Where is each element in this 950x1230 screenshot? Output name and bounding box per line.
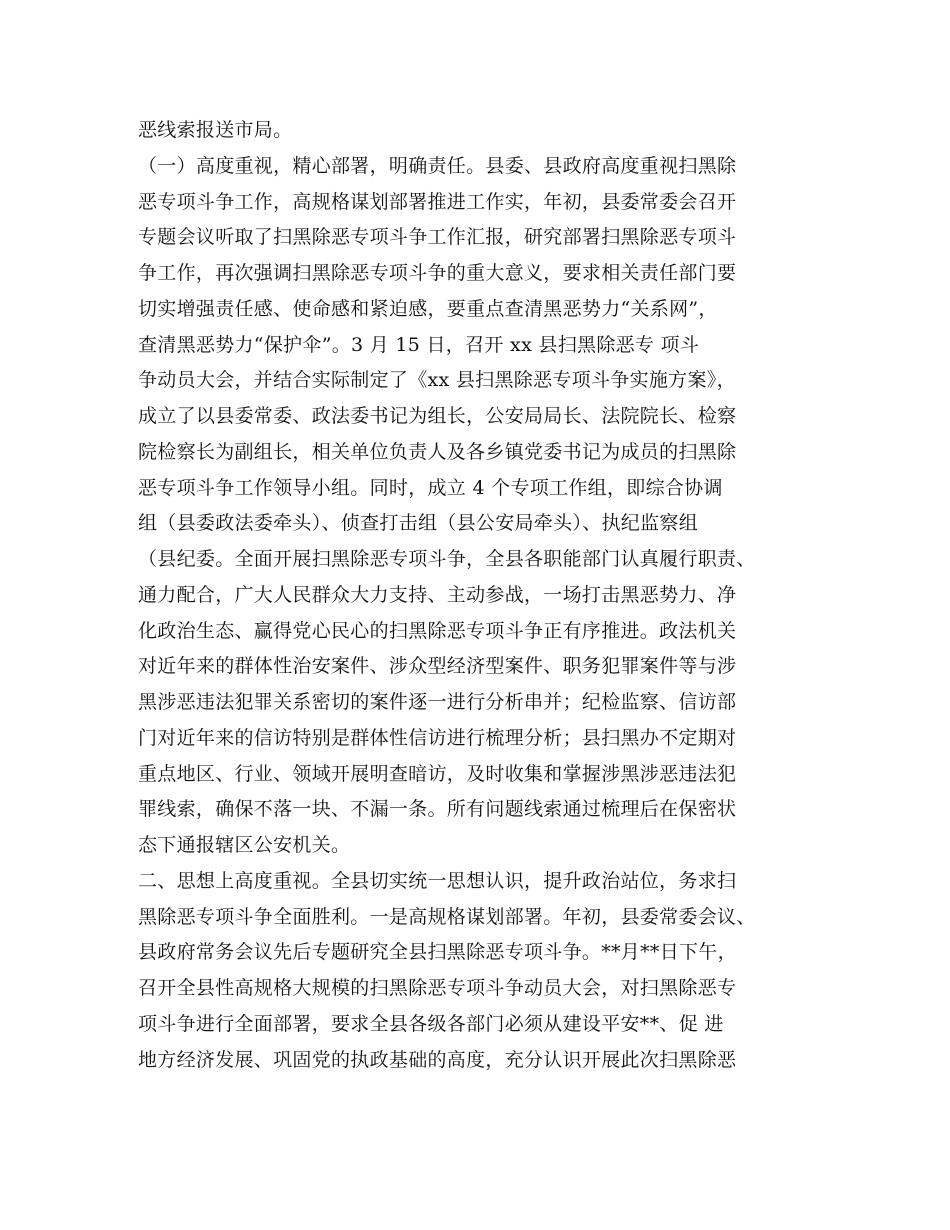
text-line: 争工作，再次强调扫黑除恶专项斗争的重大意义，要求相关责任部门要 <box>138 262 737 284</box>
text-line: 对近年来的群体性治安案件、涉众型经济型案件、职务犯罪案件等与涉 <box>138 655 737 678</box>
text-line: 成立了以县委常委、政法委书记为组长，公安局局长、法院院长、检察 <box>138 405 737 427</box>
text-line: 召开全县性高规格大规模的扫黑除恶专项斗争动员大会，对扫黑除恶专 <box>138 977 737 999</box>
text-line: 地方经济发展、巩固党的执政基础的高度，充分认识开展此次扫黑除恶 <box>138 1048 737 1071</box>
text-line: 门对近年来的信访特别是群体性信访进行梳理分析；县扫黑办不定期对 <box>138 726 737 749</box>
text-line: （县纪委。全面开展扫黑除恶专项斗争，全县各职能部门认真履行职责、 <box>138 548 756 570</box>
text-line: 项斗争进行全面部署，要求全县各级各部门必须从建设平安**、促 进 <box>138 1012 724 1035</box>
text-line: 通力配合，广大人民群众大力支持、主动参战，一场打击黑恶势力、净 <box>138 583 737 606</box>
text-line: 查清黑恶势力“保护伞”。3 月 15 日，召开 xx 县扫黑除恶专 项斗 <box>138 333 700 356</box>
body-text <box>138 113 828 1078</box>
text-line: 专题会议听取了扫黑除恶专项斗争工作汇报，研究部署扫黑除恶专项斗 <box>138 226 737 249</box>
text-line: 院检察长为副组长，相关单位负责人及各乡镇党委书记为成员的扫黑除 <box>138 440 737 463</box>
text-line: 二、思想上高度重视。全县切实统一思想认识，提升政治站位，务求扫 <box>138 869 737 892</box>
text-line: 切实增强责任感、使命感和紧迫感，要重点查清黑恶势力“关系网”， <box>138 297 718 320</box>
text-line: 恶专项斗争工作，高规格谋划部署推进工作实，年初，县委常委会召开 <box>138 190 737 213</box>
text-line: 组（县委政法委牵头）、侦查打击组（县公安局牵头）、执纪监察组 <box>138 512 699 535</box>
text-line: 化政治生态、赢得党心民心的扫黑除恶专项斗争正有序推进。政法机关 <box>138 619 737 642</box>
text-line: 态下通报辖区公安机关。 <box>138 834 351 856</box>
text-line: （一）高度重视，精心部署，明确责任。县委、县政府高度重视扫黑除 <box>138 154 737 177</box>
text-line: 黑除恶专项斗争全面胜利。一是高规格谋划部署。年初，县委常委会议、 <box>138 905 756 928</box>
text-line: 争动员大会，并结合实际制定了《xx 县扫黑除恶专项斗争实施方案》， <box>138 369 736 392</box>
text-line: 恶专项斗争工作领导小组。同时，成立 4 个专项工作组，即综合协调 <box>138 476 723 499</box>
text-line: 县政府常务会议先后专题研究全县扫黑除恶专项斗争。**月**日下午， <box>138 941 737 964</box>
text-line: 重点地区、行业、领域开展明查暗访，及时收集和掌握涉黑涉恶违法犯 <box>138 762 737 785</box>
text-line: 恶线索报送市局。 <box>138 119 293 141</box>
text-line: 罪线索，确保不落一块、不漏一条。所有问题线索通过梳理后在保密状 <box>138 798 737 821</box>
text-line: 黑涉恶违法犯罪关系密切的案件逐一进行分析串并；纪检监察、信访部 <box>138 691 737 713</box>
